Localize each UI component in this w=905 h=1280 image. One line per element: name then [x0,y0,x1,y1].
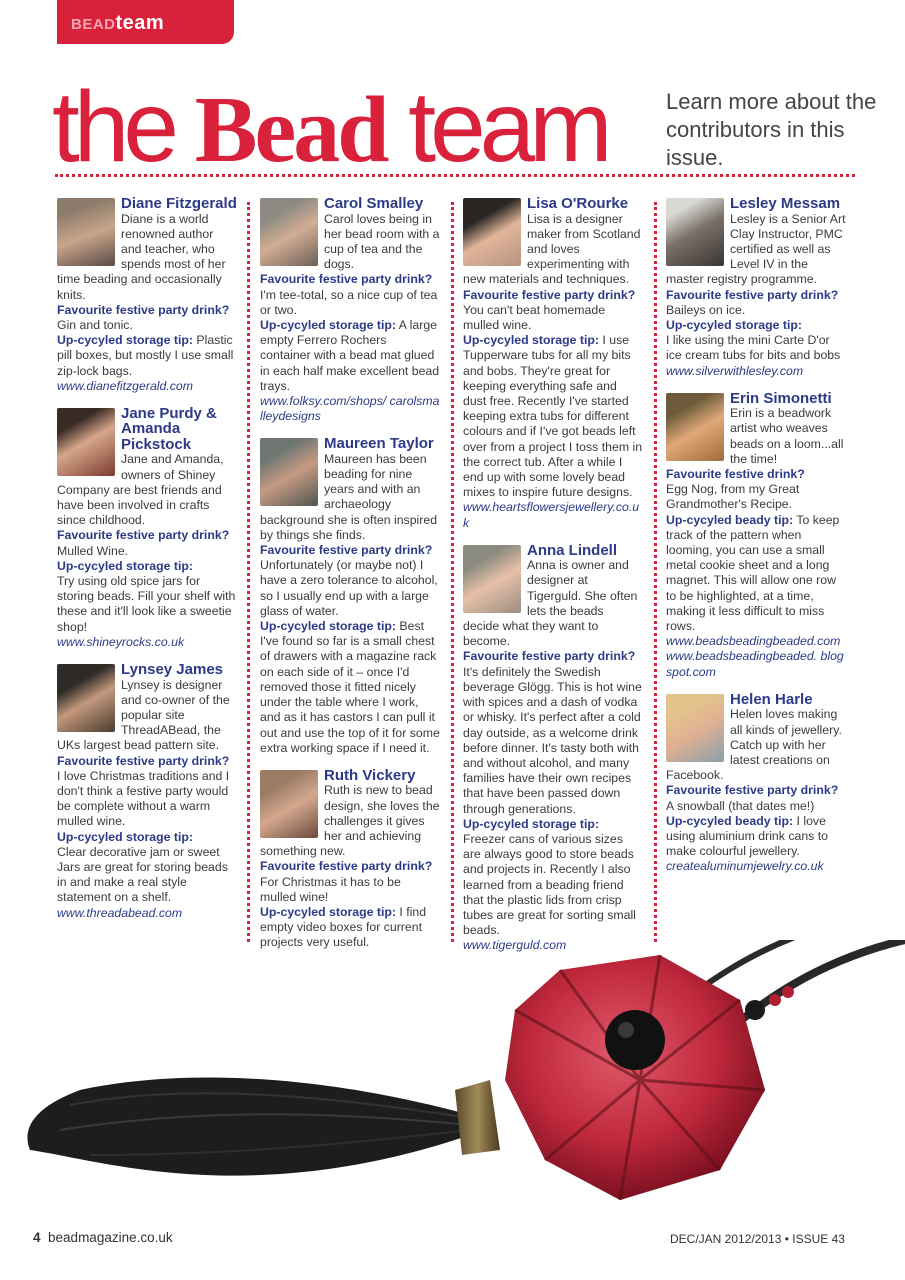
contributor-entry [666,391,846,680]
contributor-name: Carol Smalley [324,196,424,212]
storage-answer: Best I've found so far is a small chest of drawers with a magazine rack on each side of it – once I'd removed those it fitted nicely under the table where I work, and as it has castors I can pull it out and use the top of it for some extra working space if I need it. [260,619,440,755]
tagline: Learn more about the contributors in this issue. [666,89,877,170]
drink-question: Favourite festive party drink? [463,287,636,302]
storage-question: Up-cycyled storage tip: [260,317,396,332]
contributor-link[interactable]: www.shineyrocks.co.uk [57,634,185,649]
drink-question: Favourite festive party drink? [666,783,839,798]
contributor-name: Erin Simonetti [730,390,832,407]
tassel [27,1077,470,1175]
storage-answer: I love using aluminium drink cans to make colourful jewellery. [666,813,828,859]
contributor-photo [57,664,115,732]
contributor-bio: Ruth is new to bead design, she loves the challenges it gives her and achieving something new. [260,783,440,859]
contributor-link[interactable]: www.dianefitzgerald.com [57,378,194,393]
contributor-bio: Diane is a world renowned author and teacher, who spends most of her time beading and occasionally knits. [57,211,226,302]
footer-site[interactable]: beadmagazine.co.uk [48,1230,173,1245]
column-1 [57,196,237,933]
contributor-entry [57,662,237,921]
contributor-link[interactable]: www.heartsflowersjewellery.co.uk [463,500,640,530]
drink-answer: Egg Nog, from my Great Grandmother's Recipe. [666,482,800,512]
storage-answer: Clear decorative jam or sweet Jars are great for storing beads in and make a real style statement on a shelf. [57,844,228,905]
storage-answer: Plastic pill boxes, but mostly I use small zip-lock bags. [57,333,234,378]
column-2 [260,196,440,963]
contributor-photo [260,770,318,838]
column-4 [666,196,846,887]
storage-answer: I use Tupperware tubs for all my bits and bobs. They're great for keeping everything safe and dust free. Recently I've started keeping extra tubs for different colours and if I've got beads left over from a project I toss them in the correct tub. After a while I end up with some lovely bead mixes to inspire future designs. [463,333,643,500]
contributor-bio: Helen loves making all kinds of jewellery. Catch up with her latest creations on Facebook. [666,707,842,783]
storage-question: Up-cycyled beady tip: [666,813,794,828]
title-divider [55,174,855,177]
drink-question: Favourite festive party drink? [57,753,230,768]
drink-question: Favourite festive party drink? [260,859,433,874]
drink-question: Favourite festive drink? [666,467,805,482]
drink-question: Favourite festive party drink? [57,302,230,317]
contributor-bio: Lisa is a designer maker from Scotland and loves experimenting with new materials and techniques. [463,211,641,287]
contributor-entry [666,692,846,875]
drink-question: Favourite festive party drink? [260,272,433,287]
column-3 [463,196,643,966]
storage-question: Up-cycyled storage tip: [463,333,599,348]
storage-question: Up-cycyled storage tip: [666,317,802,332]
drink-answer: I'm tee-total, so a nice cup of tea or two. [260,287,438,317]
drink-question: Favourite festive party drink? [666,287,839,302]
contributor-entry [463,543,643,954]
drink-answer: Gin and tonic. [57,317,133,332]
contributor-bio: Lesley is a Senior Art Clay Instructor, PMC certified as well as Level IV in the master registry programme. [666,211,846,287]
contributor-link[interactable]: www.threadabead.com [57,905,183,920]
drink-answer: You can't beat homemade mulled wine. [463,302,606,332]
storage-question: Up-cycyled storage tip: [260,905,396,920]
contributor-photo [666,198,724,266]
contributor-photo [260,198,318,266]
contributor-entry [57,406,237,650]
column-divider [451,202,454,942]
contributor-bio: Jane and Amanda, owners of Shiney Company are best friends and have been involved in crafts since childhood. [57,452,224,528]
contributor-name: Maureen Taylor [324,436,434,453]
page-number: 4 [33,1230,41,1245]
contributor-bio: Maureen has been beading for nine years and with an archaeology background she is often inspired by things she finds. [260,451,438,542]
contributor-name: Lesley Messam [730,196,841,212]
drink-question: Favourite festive party drink? [260,543,433,558]
storage-question: Up-cycyled storage tip: [57,333,193,348]
storage-answer: Try using old spice jars for storing beads. Fill your shelf with these and it'll look like a sweetie shop! [57,574,236,634]
contributor-bio: Anna is owner and designer at Tigerguld. She often lets the beads decide what they want to become. [463,558,638,649]
column-divider [247,202,250,942]
page-title: the Bead team [52,71,607,183]
storage-answer: I like using the mini Carte D'or ice cream tubs for bits and bobs [666,333,841,363]
storage-question: Up-cycyled beady tip: [666,512,794,527]
drink-answer: Baileys on ice. [666,302,746,317]
contributor-name: Helen Harle [730,691,813,708]
contributor-link[interactable]: www.folksy.com/shops/ carolsmalleydesigns [260,393,440,424]
drink-question: Favourite festive party drink? [463,649,636,664]
contributor-bio: Erin is a beadwork artist who weaves beads on a loom...all the time! [730,406,844,466]
contributor-name: Jane Purdy & Amanda Pickstock [121,405,217,453]
contributor-link[interactable]: createaluminumjewelry.co.uk [666,859,824,874]
storage-question: Up-cycyled storage tip: [463,816,599,831]
contributor-entry [260,768,440,951]
contributor-photo [57,198,115,266]
footer-left [33,1230,173,1245]
drink-answer: For Christmas it has to be mulled wine! [260,874,401,904]
contributor-entry [260,436,440,756]
beaded-bead [505,955,765,1200]
contributor-bio: Carol loves being in her bead room with a cup of tea and the dogs. [324,211,440,272]
column-divider [654,202,657,942]
contributor-name: Lynsey James [121,662,224,679]
contributor-photo [666,694,724,762]
storage-answer: To keep track of the pattern when looming, you can use a small metal cookie sheet and a long magnet. This will allow one row to be highlighted, at a time, making it less difficult to miss rows. [666,512,840,634]
contributor-link[interactable]: www.tigerguld.com [463,938,567,953]
section-tab-label: BEADteam [71,12,165,34]
storage-question: Up-cycyled storage tip: [57,829,193,844]
contributor-name: Anna Lindell [527,542,617,559]
section-tab [57,0,234,44]
drink-answer: Unfortunately (or maybe not) I have a zero tolerance to alcohol, so I usually end up with a large glass of water. [260,558,438,618]
contributor-entry [260,196,440,424]
drink-question: Favourite festive party drink? [57,528,230,543]
contributor-name: Diane Fitzgerald [121,196,237,212]
contributor-photo [57,408,115,476]
storage-answer: I find empty video boxes for current projects very useful. [260,905,427,950]
storage-answer: A large empty Ferrero Rochers container with a bead mat glued in each half make excellent bead trays. [260,317,440,393]
contributor-photo [463,545,521,613]
storage-answer: Freezer cans of various sizes are always good to store beads and projects in. Recently I also learned from a beading friend that the plastic lids from crisp tubes are great for sorting small beads. [463,831,636,938]
contributor-name: Lisa O'Rourke [527,196,629,212]
drink-answer: I love Christmas traditions and I don't think a festive party would be complete without a warm mulled wine. [57,768,230,829]
drink-answer: It's definitely the Swedish beverage Glögg. This is hot wine with spices and a dash of vodka or whisky. It's perfect after a cold day outside, as a welcome drink before dinner. It's tasty both with and without alcohol, and many families have their own recipes that have been passed down through generations. [463,664,642,816]
contributor-photo [666,393,724,461]
storage-question: Up-cycyled storage tip: [57,558,193,573]
contributor-entry [666,196,846,379]
contributor-photo [260,438,318,506]
contributor-bio: Lynsey is designer and co-owner of the popular site ThreadABead, the UKs largest bead pattern site. [57,677,230,753]
issue-info: DEC/JAN 2012/2013 • ISSUE 43 [670,1232,845,1246]
storage-question: Up-cycyled storage tip: [260,619,396,634]
contributor-link[interactable]: www.silverwithlesley.com [666,363,804,378]
contributor-photo [463,198,521,266]
contributor-entry [463,196,643,531]
beaded-pendant-photo [0,940,905,1230]
contributor-link[interactable]: www.beadsbeadingbeaded.com www.beadsbeadingbeaded. blogspot.com [666,634,844,679]
contributor-name: Ruth Vickery [324,767,416,784]
drink-answer: A snowball (that dates me!) [666,798,815,813]
contributor-entry [57,196,237,394]
drink-answer: Mulled Wine. [57,543,129,558]
